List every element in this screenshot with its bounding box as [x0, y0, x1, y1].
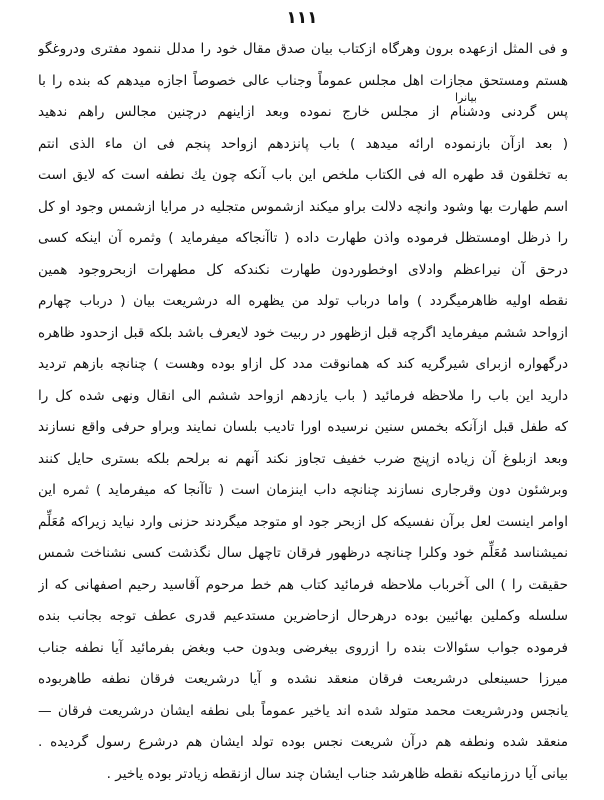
text-line: اسم طهارت بها وشود وانچه دلالت براو میکند ازشموس متجلیه در مرایا ازشمس وجود او کل	[38, 198, 568, 215]
text-line: پس گردنی ودشنام از مجلس خارج نموده وبعد ازاینهم درچنین مجالس راهم ندهید	[38, 104, 568, 120]
text-line: ( بعد ازآن بازنموده ارائه میدهد ) باب پانزدهم ازواحد پنجم فی ان ماء الذی انتم	[38, 135, 568, 152]
text-line: ازواحد ششم میفرماید اگرچه قبل ازظهور در ربیت خود لایعرف باشد بلکه قبل ازحدود ظاهره	[38, 324, 568, 341]
text-line: درگهواره ازبرای شیرگریه کند که همانوقت مدد کل ازاو بوده وهست ) چنانچه بازهم تردید	[38, 356, 568, 372]
text-line: یانجس ودرشریعت محمد متولد شده اند یاخیر عموماً بلی نطفه ایشان درشریعت فرقان —	[38, 702, 568, 719]
text-line: اوامر اینست لعل برآن نفسیکه کل ازبحر جود او متوجد میگردند حزنی وارد نیاید زیراکه مُعَلِّم	[38, 513, 568, 530]
text-line: را ذرظل اومستظل فرموده واذن طهارت داده ( تاآنجاکه میفرماید ) وثمره آن اینکه کسی	[38, 230, 568, 246]
body-text	[38, 34, 568, 790]
text-line: هستم ومستحق مجازات اهل مجلس عموماً وجناب عالی خصوصاً اجازه میدهم که بنده را با	[38, 72, 568, 89]
text-line: منعقد شده ونطفه هم درآن شریعت نجس بوده تولد ایشان هم درشرع رسول گردیده .	[38, 734, 568, 750]
text-line: و فی المثل ازعهده برون وهرگاه ازکتاب بیان صدق مقال خود را مدلل ننمود مفتری ودروغگو	[38, 41, 568, 57]
page-number: ۱۱۱	[286, 8, 318, 28]
text-line: نقطه اولیه ظاهرمیگردد ) واما درباب تولد من یظهره اله درشریعت بیان ( درباب چهارم	[38, 293, 568, 309]
text-line: وبعد ازبلوغ آن زیاده ازپنج ضرب خفیف تجاوز نکند آنهم نه برلحم بلکه بستری حایل کنند	[38, 450, 568, 467]
text-line: دارید این باب را ملاحظه فرمائید ( باب یازدهم ازواحد ششم الی انقال ونهی شده کل را	[38, 387, 568, 404]
text-line: سلسله وکملین بهائیین بوده درهرحال ازحاضرین مستدعیم قدری عطف توجه بجانب بنده	[38, 608, 568, 624]
text-line: نمیشناسد مُعَلِّم خود وکلرا چنانچه درظهور فرقان تاچهل سال نگذشت کسی نشناخت شمس	[38, 545, 568, 561]
text-line: فرموده جواب سئوالات بنده را ازروی بیغرضی وبدون حب وبغض بفرمائید آیا نطفه جناب	[38, 639, 568, 656]
text-line: میرزا حسینعلی درشریعت فرقان منعقد نشده و آیا درشریعت فرقان نطفه طاهربوده	[38, 671, 568, 687]
interlinear-note: بیانرا	[455, 91, 477, 104]
text-line: حقیقت را ) الی آخرباب ملاحظه فرمائید کتاب هم خط مرحوم آقاسید رحیم اصفهانی که از	[38, 576, 568, 593]
text-line: به تخلقون قد طهره اله فی الکتاب ملخص این باب آنکه چون یك نطفه است که لایق است	[38, 167, 568, 183]
text-line: بیانی آیا درزمانیکه نقطه ظاهرشد جناب ایشان چند سال ازنقطه زیادتر بوده یاخیر .	[106, 765, 568, 782]
text-line: وبرشئون دون وقرجاری نسازند چنانچه داب اینزمان است ( تاآنجا که میفرماید ) ثمره این	[38, 482, 568, 498]
text-line: درحق آن نیراعظم وادلای اوخطوردون طهارت نکندکه کل مطهرات ازبحروجود همین	[38, 261, 568, 278]
text-line: که طفل قبل ازآنکه بخمس سنین نرسیده اورا تادیب بلسان نمایند وبراو حرفی واقع نسازند	[38, 419, 568, 435]
